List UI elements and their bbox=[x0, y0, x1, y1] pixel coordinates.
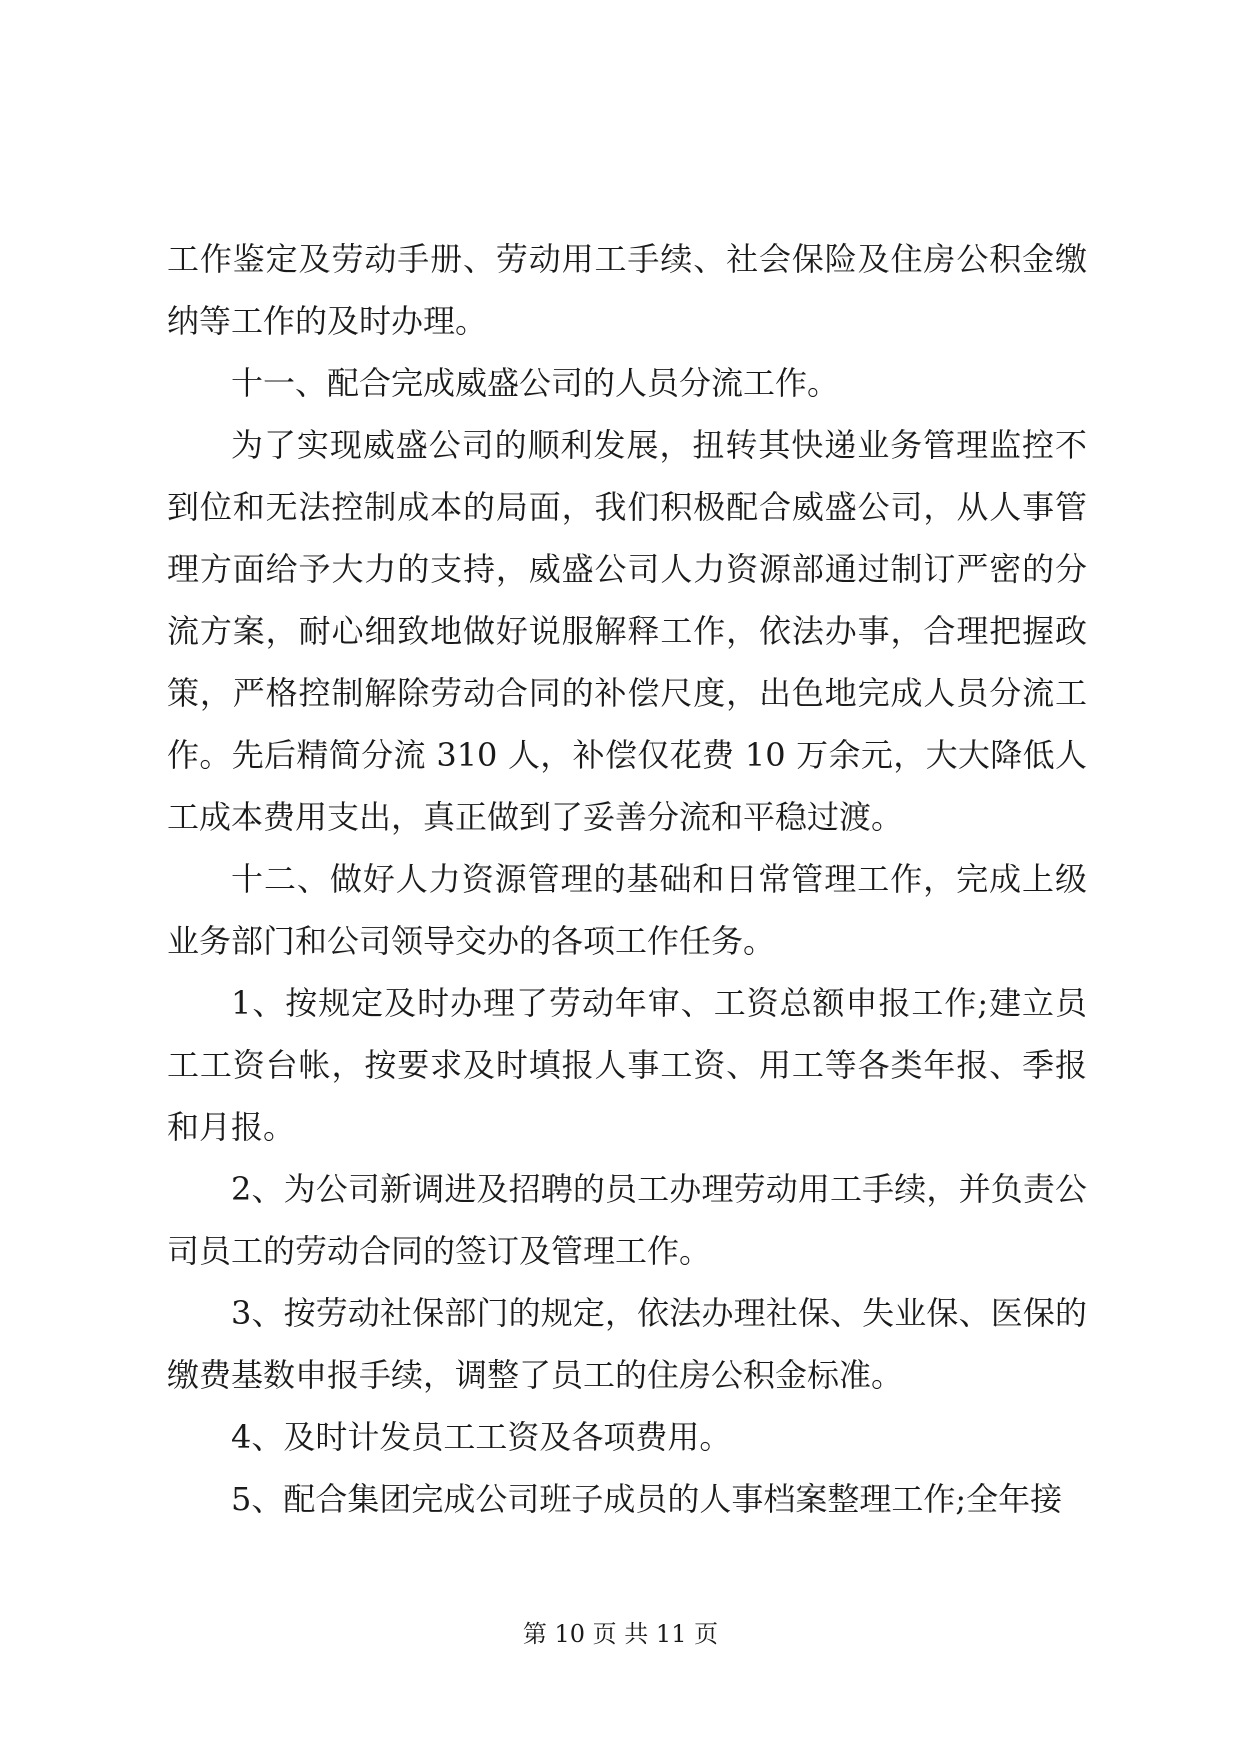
paragraph-heading-11: 十一、配合完成威盛公司的人员分流工作。 bbox=[231, 364, 840, 402]
paragraph-item-1: 1、按规定及时办理了劳动年审、工资总额申报工作;建立员工工资台帐，按要求及时填报人事工资、用工等各类年报、季报和月报。 bbox=[167, 984, 1087, 1146]
paragraph-item-3: 3、按劳动社保部门的规定，依法办理社保、失业保、医保的缴费基数申报手续，调整了员工的住房公积金标准。 bbox=[167, 1294, 1087, 1394]
page-number-footer: 第 10 页 共 11 页 bbox=[522, 1620, 719, 1648]
paragraph-heading-12: 十二、做好人力资源管理的基础和日常管理工作，完成上级业务部门和公司领导交办的各项工作任务。 bbox=[167, 860, 1087, 960]
paragraph-item-2: 2、为公司新调进及招聘的员工办理劳动用工手续，并负责公司员工的劳动合同的签订及管理工作。 bbox=[167, 1170, 1087, 1270]
paragraph-continuation: 工作鉴定及劳动手册、劳动用工手续、社会保险及住房公积金缴纳等工作的及时办理。 bbox=[167, 240, 1087, 340]
paragraph-item-5: 5、配合集团完成公司班子成员的人事档案整理工作;全年接 bbox=[231, 1480, 1063, 1518]
paragraph-item-4: 4、及时计发员工工资及各项费用。 bbox=[231, 1418, 732, 1456]
body-text bbox=[167, 228, 1087, 1530]
paragraph-staff-diversion: 为了实现威盛公司的顺利发展，扭转其快递业务管理监控不到位和无法控制成本的局面，我们积极配合威盛公司，从人事管理方面给予大力的支持，威盛公司人力资源部通过制订严密的分流方案，耐心细致地做好说服解释工作，依法办事，合理把握政策，严格控制解除劳动合同的补偿尺度，出色地完成人员分流工作。先后精简分流 310 人，补偿仅花费 10 万余元，大大降低人工成本费用支出，真正做到了妥善分流和平稳过渡。 bbox=[167, 426, 1087, 836]
